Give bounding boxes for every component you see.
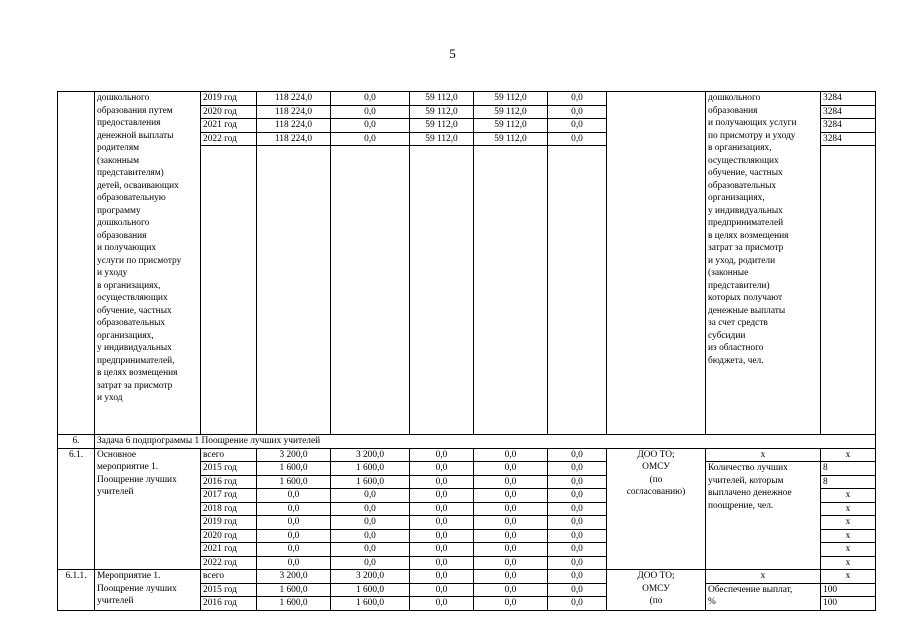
indicator-value-cell: х: [821, 502, 876, 516]
value-cell: 0,0: [474, 556, 548, 570]
year-cell: 2021 год: [201, 543, 257, 557]
value-cell: 0,0: [548, 556, 607, 570]
total-cell: 118 224,0: [257, 92, 331, 106]
value-cell: 0,0: [410, 570, 474, 584]
table-row: [58, 435, 876, 449]
value-cell: 0,0: [410, 462, 474, 476]
value-cell: 59 112,0: [410, 119, 474, 133]
value-cell: 0,0: [548, 132, 607, 146]
total-cell: 1 600,0: [257, 597, 331, 611]
table-row: [58, 92, 876, 106]
year-cell: 2019 год: [201, 92, 257, 106]
value-cell: 0,0: [548, 448, 607, 462]
value-cell: 1 600,0: [331, 583, 410, 597]
year-cell: 2020 год: [201, 529, 257, 543]
value-cell: 3 200,0: [331, 448, 410, 462]
activity-name-cell: Основное мероприятие 1. Поощрение лучших учителей: [95, 448, 201, 570]
value-cell: 0,0: [548, 119, 607, 133]
activity-name-cell: дошкольного образования путем предоставления денежной выплаты родителям (законным представителям) детей, осваивающих образовательную программу дошкольного образования и получающих услуги по присмотру и уходу в организациях, осуществляющих обучение, частных образовательных организациях, у индивидуальных предпринимателей, в целях возмещения затрат за присмотр и уход: [95, 92, 201, 435]
value-cell: 0,0: [474, 570, 548, 584]
value-cell: 1 600,0: [331, 597, 410, 611]
value-cell: 0,0: [548, 462, 607, 476]
value-cell: 1 600,0: [331, 475, 410, 489]
value-cell: 0,0: [474, 475, 548, 489]
executor-cell: [607, 92, 706, 435]
value-cell: 0,0: [474, 502, 548, 516]
row-number-cell: [58, 92, 95, 435]
indicator-cell: х: [706, 448, 821, 462]
indicator-cell: дошкольного образования и получающих услуги по присмотру и уходу в организациях, осуществляющих обучение, частных образовательных организациях, у индивидуальных предпринимателей в целях возмещения затрат за присмотр и уход, родители (законные представители) которых получают денежные выплаты за счет средств субсидии из областного бюджета, чел.: [706, 92, 821, 435]
value-cell: 0,0: [331, 105, 410, 119]
value-cell: 59 112,0: [474, 132, 548, 146]
indicator-value-cell: 3284: [821, 92, 876, 106]
value-cell: 0,0: [410, 529, 474, 543]
value-cell: 0,0: [548, 597, 607, 611]
value-cell: 0,0: [410, 583, 474, 597]
executor-cell: ДОО ТО; ОМСУ (по согласованию): [607, 448, 706, 570]
total-cell: 1 600,0: [257, 475, 331, 489]
table-row: [58, 570, 876, 584]
value-cell: 0,0: [410, 475, 474, 489]
value-cell: 0,0: [548, 543, 607, 557]
indicator-value-cell: 100: [821, 583, 876, 597]
value-cell: 0,0: [548, 475, 607, 489]
value-cell: 0,0: [548, 105, 607, 119]
total-cell: 0,0: [257, 502, 331, 516]
total-cell: 0,0: [257, 489, 331, 503]
value-cell: 0,0: [548, 489, 607, 503]
page-number: 5: [449, 46, 456, 61]
indicator-value-cell: х: [821, 448, 876, 462]
value-cell: 0,0: [410, 556, 474, 570]
value-cell: 0,0: [331, 502, 410, 516]
value-cell: 0,0: [331, 516, 410, 530]
empty-cell: [821, 146, 876, 435]
value-cell: 0,0: [548, 502, 607, 516]
value-cell: 0,0: [548, 529, 607, 543]
year-cell: 2016 год: [201, 475, 257, 489]
table-row: [58, 448, 876, 462]
empty-cell: [548, 146, 607, 435]
indicator-value-cell: х: [821, 570, 876, 584]
value-cell: 0,0: [331, 119, 410, 133]
indicator-value-cell: 100: [821, 597, 876, 611]
executor-cell: ДОО ТО; ОМСУ (по: [607, 570, 706, 611]
program-table: [57, 91, 876, 611]
total-cell: 3 200,0: [257, 570, 331, 584]
empty-cell: [474, 146, 548, 435]
value-cell: 3 200,0: [331, 570, 410, 584]
value-cell: 0,0: [474, 529, 548, 543]
value-cell: 0,0: [410, 597, 474, 611]
value-cell: 0,0: [474, 462, 548, 476]
year-cell: всего: [201, 570, 257, 584]
value-cell: 0,0: [331, 92, 410, 106]
indicator-value-cell: 8: [821, 462, 876, 476]
value-cell: 0,0: [331, 132, 410, 146]
value-cell: 0,0: [548, 516, 607, 530]
year-cell: 2015 год: [201, 583, 257, 597]
value-cell: 0,0: [410, 448, 474, 462]
value-cell: 59 112,0: [410, 132, 474, 146]
year-cell: 2021 год: [201, 119, 257, 133]
value-cell: 0,0: [410, 502, 474, 516]
indicator-value-cell: х: [821, 516, 876, 530]
value-cell: 0,0: [548, 92, 607, 106]
year-cell: 2020 год: [201, 105, 257, 119]
value-cell: 0,0: [474, 597, 548, 611]
row-number-cell: 6.1.: [58, 448, 95, 570]
value-cell: 0,0: [331, 556, 410, 570]
indicator-value-cell: 8: [821, 475, 876, 489]
empty-cell: [331, 146, 410, 435]
value-cell: 0,0: [548, 583, 607, 597]
indicator-value-cell: 3284: [821, 132, 876, 146]
empty-cell: [257, 146, 331, 435]
total-cell: 1 600,0: [257, 583, 331, 597]
total-cell: 1 600,0: [257, 462, 331, 476]
indicator-value-cell: х: [821, 556, 876, 570]
total-cell: 0,0: [257, 556, 331, 570]
year-cell: 2022 год: [201, 132, 257, 146]
value-cell: 0,0: [474, 448, 548, 462]
year-cell: всего: [201, 448, 257, 462]
total-cell: 0,0: [257, 516, 331, 530]
task-title-cell: Задача 6 подпрограммы 1 Поощрение лучших учителей: [95, 435, 876, 449]
empty-cell: [410, 146, 474, 435]
indicator-cell: Количество лучших учителей, которым выплачено денежное поощрение, чел.: [706, 462, 821, 570]
task-number-cell: 6.: [58, 435, 95, 449]
total-cell: 0,0: [257, 543, 331, 557]
indicator-value-cell: х: [821, 529, 876, 543]
total-cell: 0,0: [257, 529, 331, 543]
indicator-cell: Обеспечение выплат, %: [706, 583, 821, 610]
value-cell: 59 112,0: [410, 92, 474, 106]
value-cell: 0,0: [548, 570, 607, 584]
value-cell: 59 112,0: [474, 119, 548, 133]
year-cell: 2018 год: [201, 502, 257, 516]
total-cell: 118 224,0: [257, 132, 331, 146]
indicator-cell: х: [706, 570, 821, 584]
value-cell: 59 112,0: [410, 105, 474, 119]
row-number-cell: 6.1.1.: [58, 570, 95, 611]
indicator-value-cell: 3284: [821, 119, 876, 133]
total-cell: 3 200,0: [257, 448, 331, 462]
total-cell: 118 224,0: [257, 105, 331, 119]
value-cell: 59 112,0: [474, 105, 548, 119]
value-cell: 0,0: [410, 489, 474, 503]
indicator-value-cell: 3284: [821, 105, 876, 119]
total-cell: 118 224,0: [257, 119, 331, 133]
year-cell: 2022 год: [201, 556, 257, 570]
value-cell: 0,0: [331, 543, 410, 557]
value-cell: 0,0: [474, 516, 548, 530]
value-cell: 0,0: [410, 516, 474, 530]
value-cell: 0,0: [331, 529, 410, 543]
value-cell: 0,0: [331, 489, 410, 503]
value-cell: 0,0: [474, 489, 548, 503]
value-cell: 0,0: [410, 543, 474, 557]
empty-cell: [201, 146, 257, 435]
value-cell: 59 112,0: [474, 92, 548, 106]
indicator-value-cell: х: [821, 543, 876, 557]
value-cell: 0,0: [474, 583, 548, 597]
year-cell: 2015 год: [201, 462, 257, 476]
value-cell: 0,0: [474, 543, 548, 557]
year-cell: 2017 год: [201, 489, 257, 503]
year-cell: 2016 год: [201, 597, 257, 611]
indicator-value-cell: х: [821, 489, 876, 503]
activity-name-cell: Мероприятие 1. Поощрение лучших учителей: [95, 570, 201, 611]
year-cell: 2019 год: [201, 516, 257, 530]
value-cell: 1 600,0: [331, 462, 410, 476]
